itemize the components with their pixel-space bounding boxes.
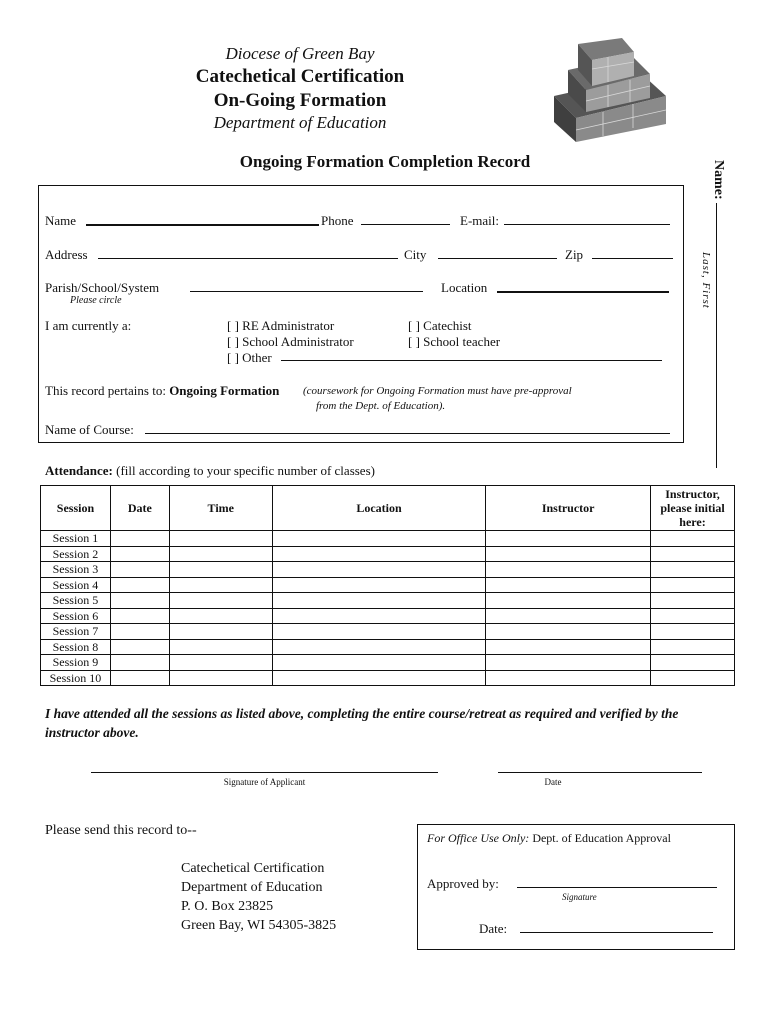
attendance-row xyxy=(41,531,735,547)
attendance-row xyxy=(41,624,735,640)
other-field[interactable] xyxy=(281,350,662,361)
location-label: Location xyxy=(441,280,488,295)
option-other[interactable]: [ ] Other xyxy=(227,350,272,365)
location-cell[interactable] xyxy=(272,593,486,609)
session-label: Session 2 xyxy=(41,546,111,562)
attendance-label: Attendance: xyxy=(45,463,113,478)
approved-by-field[interactable] xyxy=(517,877,717,888)
session-label: Session 7 xyxy=(41,624,111,640)
instructor-cell[interactable] xyxy=(486,531,651,547)
attendance-statement: I have attended all the sessions as listed above, completing the entire course/retreat as required and verified by the instructor above. xyxy=(45,706,679,740)
initial-cell[interactable] xyxy=(651,608,735,624)
diocese-name: Diocese of Green Bay xyxy=(225,44,375,63)
date-cell[interactable] xyxy=(110,655,169,671)
department-name: Department of Education xyxy=(213,113,387,132)
session-label: Session 6 xyxy=(41,608,111,624)
session-label: Session 4 xyxy=(41,577,111,593)
side-name-hint: Last, First xyxy=(700,252,712,309)
location-cell[interactable] xyxy=(272,639,486,655)
session-label: Session 9 xyxy=(41,655,111,671)
attendance-row xyxy=(41,639,735,655)
pertains-label: This record pertains to: xyxy=(45,383,166,398)
signature-date-label: Date xyxy=(544,777,562,787)
time-cell[interactable] xyxy=(169,593,272,609)
initial-cell[interactable] xyxy=(651,639,735,655)
attendance-row xyxy=(41,655,735,671)
time-cell[interactable] xyxy=(169,562,272,578)
phone-field[interactable] xyxy=(361,214,450,225)
location-cell[interactable] xyxy=(272,608,486,624)
initial-cell[interactable] xyxy=(651,546,735,562)
date-cell[interactable] xyxy=(110,562,169,578)
session-label: Session 3 xyxy=(41,562,111,578)
session-label: Session 8 xyxy=(41,639,111,655)
time-cell[interactable] xyxy=(169,577,272,593)
instructor-cell[interactable] xyxy=(486,546,651,562)
initial-cell[interactable] xyxy=(651,577,735,593)
col-date: Date xyxy=(110,486,169,531)
time-cell[interactable] xyxy=(169,531,272,547)
date-cell[interactable] xyxy=(110,670,169,686)
signature-date-line[interactable] xyxy=(498,772,702,773)
date-cell[interactable] xyxy=(110,546,169,562)
office-heading-italic: For Office Use Only: xyxy=(427,831,530,845)
option-school-teacher[interactable]: [ ] School teacher xyxy=(408,334,501,349)
attendance-row xyxy=(41,577,735,593)
session-label: Session 5 xyxy=(41,593,111,609)
attendance-row xyxy=(41,608,735,624)
applicant-signature-line[interactable] xyxy=(91,772,438,773)
attendance-header-row xyxy=(41,486,735,531)
pertains-value: Ongoing Formation xyxy=(169,383,280,398)
date-cell[interactable] xyxy=(110,624,169,640)
date-cell[interactable] xyxy=(110,531,169,547)
instructor-cell[interactable] xyxy=(486,639,651,655)
pertains-line xyxy=(45,383,279,399)
location-field[interactable] xyxy=(497,281,669,293)
name-label: Name xyxy=(45,213,77,228)
location-cell[interactable] xyxy=(272,624,486,640)
option-re-administrator[interactable]: [ ] RE Administrator xyxy=(227,318,335,333)
course-field[interactable] xyxy=(145,423,670,434)
approval-date-label: Date: xyxy=(479,921,508,936)
mail-intro: Please send this record to-- xyxy=(45,823,197,838)
record-title: Ongoing Formation Completion Record xyxy=(239,152,531,171)
session-label: Session 1 xyxy=(41,531,111,547)
initial-cell[interactable] xyxy=(651,655,735,671)
phone-label: Phone xyxy=(321,213,354,228)
attendance-body xyxy=(41,531,735,686)
title-line-2: On-Going Formation xyxy=(213,90,387,111)
instructor-cell[interactable] xyxy=(486,655,651,671)
session-label: Session 10 xyxy=(41,670,111,686)
location-cell[interactable] xyxy=(272,531,486,547)
date-cell[interactable] xyxy=(110,639,169,655)
time-cell[interactable] xyxy=(169,639,272,655)
attendance-table xyxy=(40,485,735,686)
parish-label: Parish/School/System xyxy=(45,280,160,295)
email-field[interactable] xyxy=(504,214,670,225)
approved-by-label: Approved by: xyxy=(427,876,499,891)
option-school-administrator[interactable]: [ ] School Administrator xyxy=(227,334,354,349)
office-heading-rest: Dept. of Education Approval xyxy=(532,831,671,845)
brick-pyramid-logo xyxy=(548,36,670,144)
date-cell[interactable] xyxy=(110,577,169,593)
parish-hint: Please circle xyxy=(70,295,122,306)
time-cell[interactable] xyxy=(169,608,272,624)
location-cell[interactable] xyxy=(272,562,486,578)
office-heading xyxy=(427,831,671,846)
col-location: Location xyxy=(272,486,486,531)
initial-cell[interactable] xyxy=(651,670,735,686)
location-cell[interactable] xyxy=(272,546,486,562)
mail-line-3: P. O. Box 23825 xyxy=(181,899,274,914)
name-field[interactable] xyxy=(86,214,319,226)
attendance-row xyxy=(41,562,735,578)
instructor-cell[interactable] xyxy=(486,577,651,593)
date-cell[interactable] xyxy=(110,593,169,609)
email-label: E-mail: xyxy=(460,213,499,228)
pertains-note-1: (coursework for Ongoing Formation must have pre-approval xyxy=(303,385,572,397)
parish-field[interactable] xyxy=(190,281,423,292)
approval-date-field[interactable] xyxy=(520,922,713,933)
attendance-row xyxy=(41,593,735,609)
instructor-cell[interactable] xyxy=(486,670,651,686)
course-label: Name of Course: xyxy=(45,422,134,437)
attendance-row xyxy=(41,670,735,686)
mail-line-1: Catechetical Certification xyxy=(181,861,325,876)
instructor-cell[interactable] xyxy=(486,624,651,640)
date-cell[interactable] xyxy=(110,608,169,624)
time-cell[interactable] xyxy=(169,655,272,671)
instructor-cell[interactable] xyxy=(486,608,651,624)
city-label: City xyxy=(404,247,427,262)
mail-line-4: Green Bay, WI 54305-3825 xyxy=(181,918,337,933)
applicant-signature-label: Signature of Applicant xyxy=(223,777,306,787)
col-instructor: Instructor xyxy=(486,486,651,531)
mail-line-2: Department of Education xyxy=(181,880,323,895)
side-name-line[interactable] xyxy=(716,203,717,468)
zip-field[interactable] xyxy=(592,248,673,259)
side-name-label: Name: xyxy=(711,160,726,200)
initial-cell[interactable] xyxy=(651,531,735,547)
zip-label: Zip xyxy=(565,247,584,262)
col-session: Session xyxy=(41,486,111,531)
time-cell[interactable] xyxy=(169,624,272,640)
time-cell[interactable] xyxy=(169,670,272,686)
currently-label: I am currently a: xyxy=(45,318,132,333)
option-catechist[interactable]: [ ] Catechist xyxy=(408,318,472,333)
time-cell[interactable] xyxy=(169,546,272,562)
city-field[interactable] xyxy=(438,248,557,259)
attendance-hint: (fill according to your specific number of classes) xyxy=(116,463,375,478)
col-time: Time xyxy=(169,486,272,531)
attendance-row xyxy=(41,546,735,562)
instructor-cell[interactable] xyxy=(486,593,651,609)
title-line-1: Catechetical Certification xyxy=(195,66,405,87)
location-cell[interactable] xyxy=(272,655,486,671)
col-instructor-initial: Instructor, please initial here: xyxy=(651,486,735,531)
initial-cell[interactable] xyxy=(651,593,735,609)
address-field[interactable] xyxy=(98,248,398,259)
location-cell[interactable] xyxy=(272,577,486,593)
initial-cell[interactable] xyxy=(651,624,735,640)
mailing-address xyxy=(181,859,336,935)
location-cell[interactable] xyxy=(272,670,486,686)
approval-signature-hint: Signature xyxy=(562,892,597,902)
instructor-cell[interactable] xyxy=(486,562,651,578)
pertains-note-2: from the Dept. of Education). xyxy=(316,400,446,412)
address-label: Address xyxy=(45,247,88,262)
attendance-heading xyxy=(45,463,375,479)
initial-cell[interactable] xyxy=(651,562,735,578)
